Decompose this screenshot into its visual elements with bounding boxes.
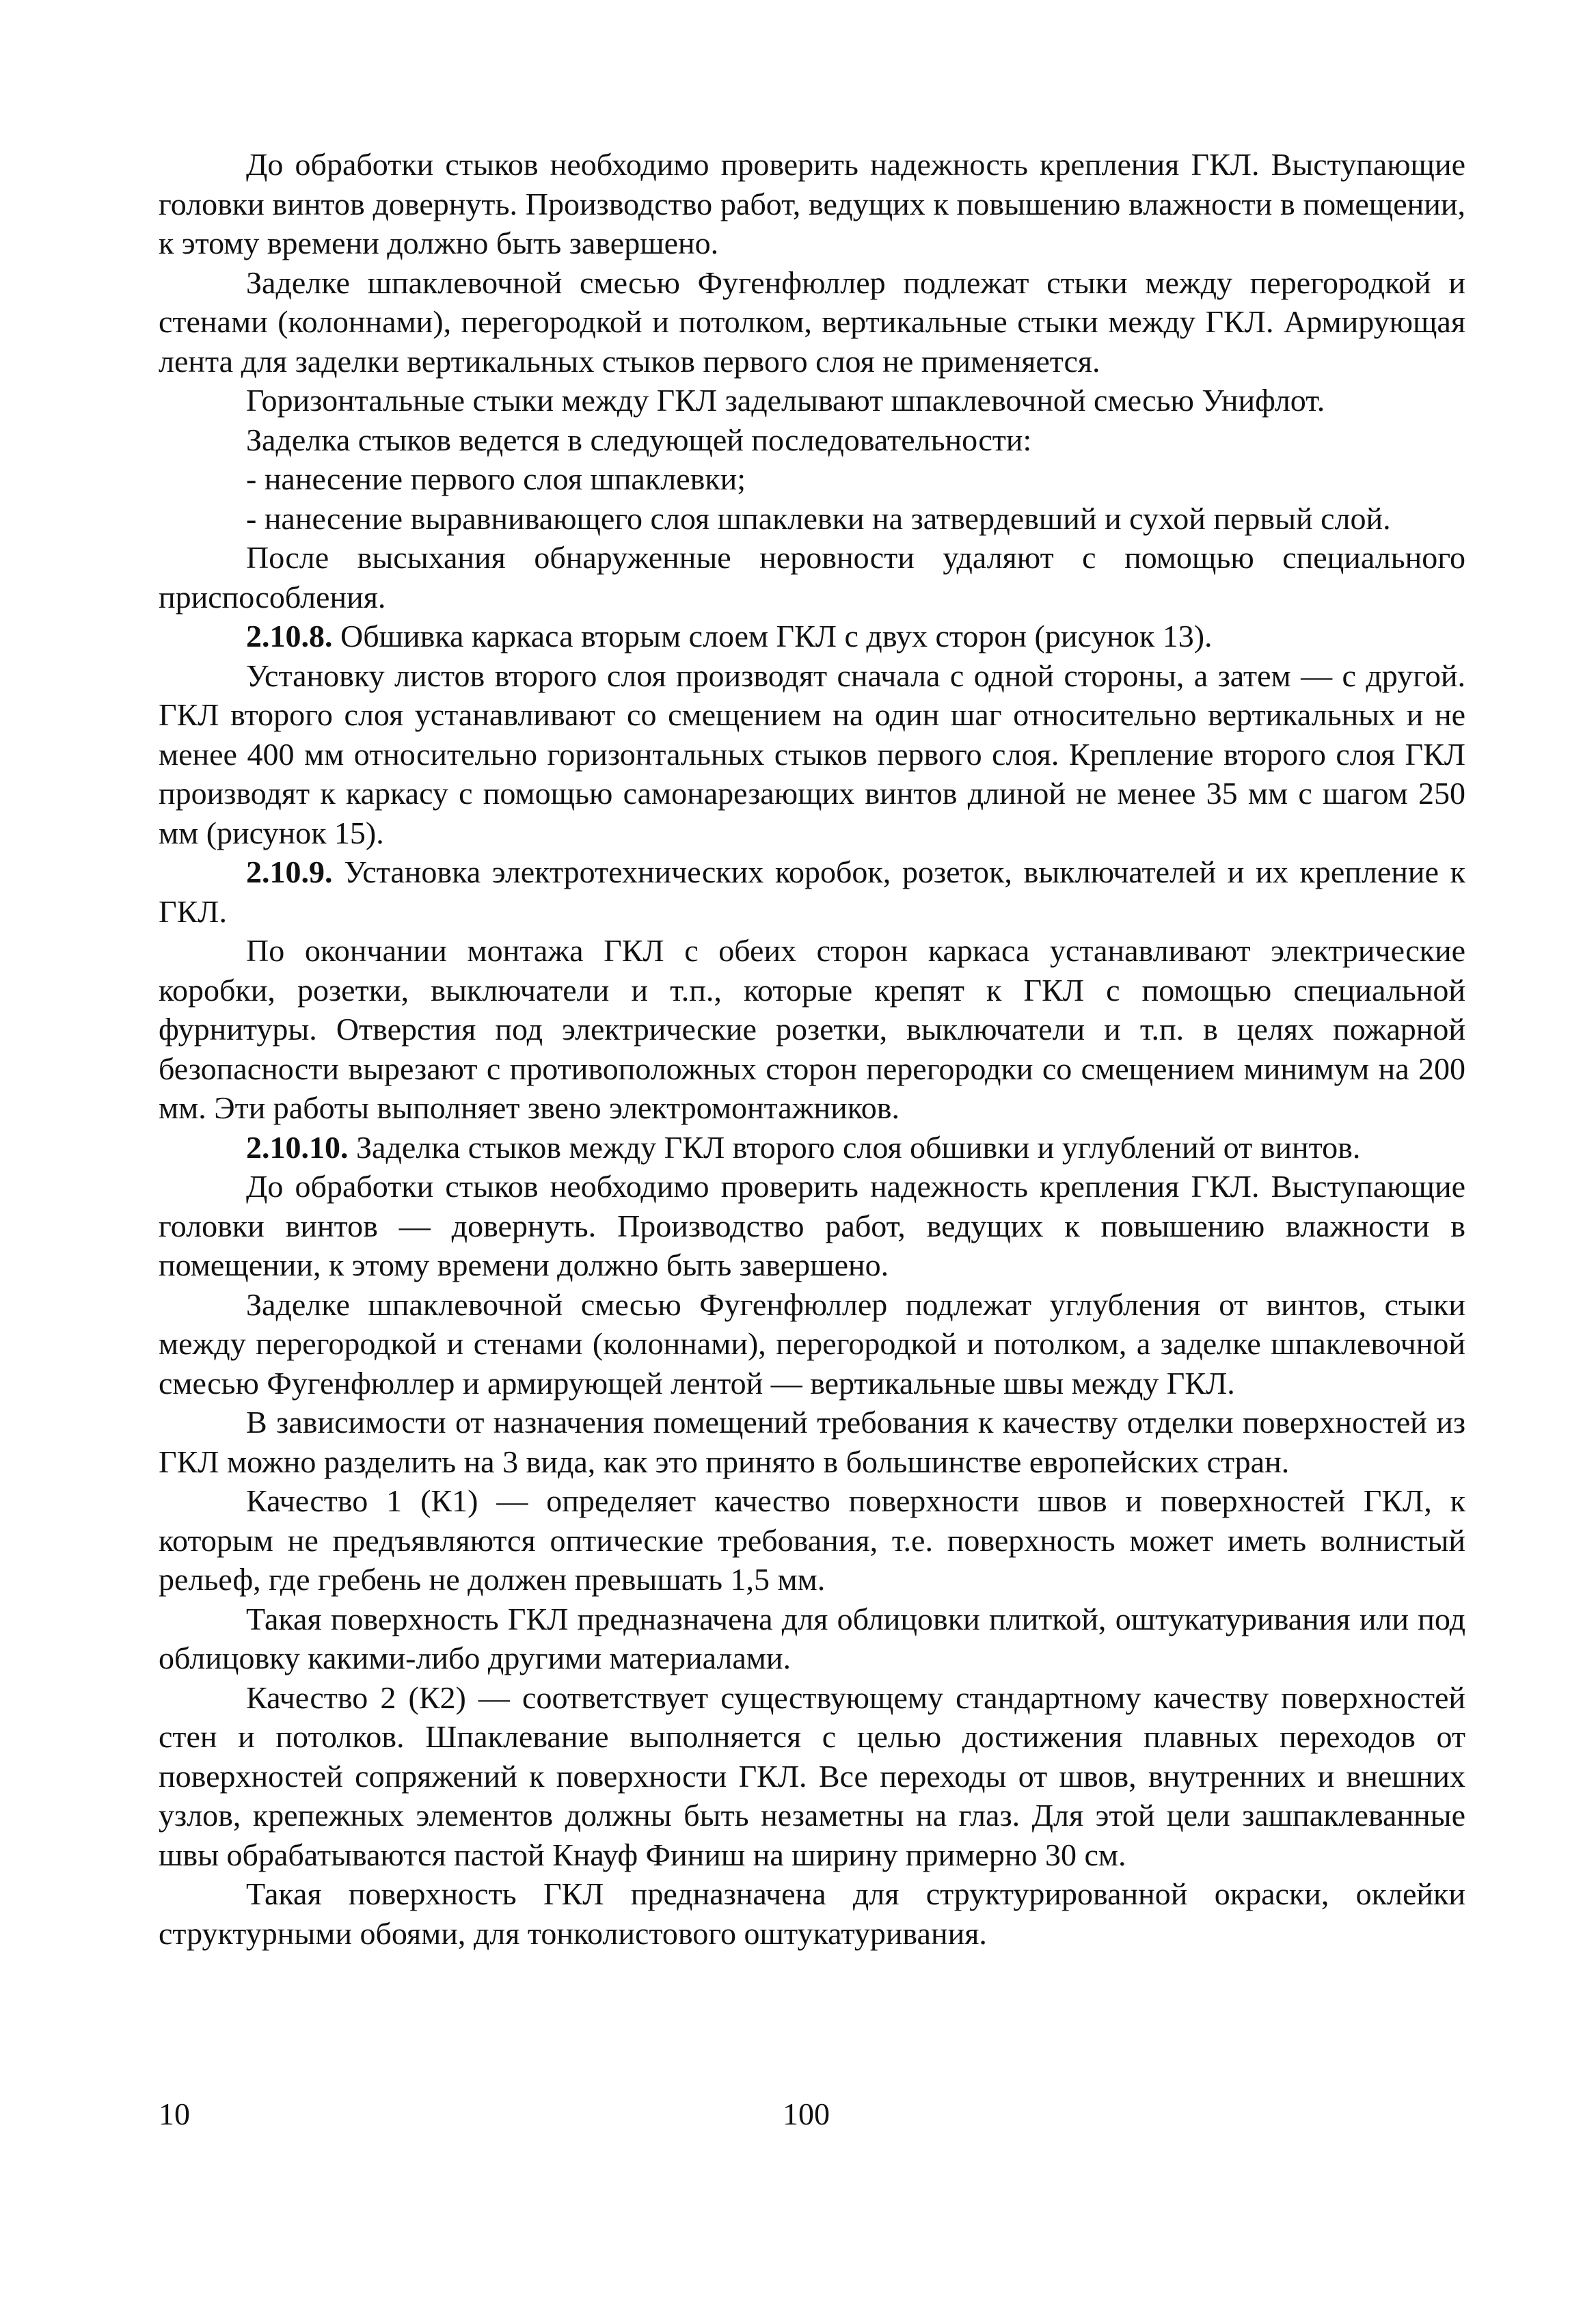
list-item: - нанесение выравнивающего слоя шпаклевки на затвердевший и сухой первый слой. [246,500,1391,536]
paragraph: Такая поверхность ГКЛ предназначена для структурированной окраски, оклейки структурными обоями, для тонколистового оштукатуривания. [159,1876,1465,1951]
paragraph: Заделка стыков ведется в следующей последовательности: [246,422,1032,457]
page-number: 100 [783,2096,830,2131]
paragraph: Заделке шпаклевочной смесью Фугенфюллер подлежат углубления от винтов, стыки между перегородкой и стенами (колоннами), перегородкой и потолком, а заделке шпаклевочной смесью Фугенфюллер и армирующей лентой — вертикальные швы между ГКЛ. [159,1286,1465,1401]
paragraph: До обработки стыков необходимо проверить надежность крепления ГКЛ. Выступающие головки винтов довернуть. Производство работ, ведущих к повышению влажности в помещении, к этому времени должно быть завершено. [159,147,1465,260]
section-number: 2.10.10. [246,1129,349,1165]
section-heading [159,852,1465,931]
paragraph: По окончании монтажа ГКЛ с обеих сторон каркаса устанавливают электрические коробки, розетки, выключатели и т.п., которые крепят к ГКЛ с помощью специальной фурнитуры. Отверстия под электрические розетки, выключатели и т.п. в целях пожарной безопасности вырезают с противоположных сторон перегородки со смещением минимум на 200 мм. Эти работы выполняет звено электромонтажников. [159,933,1465,1125]
section-title: Обшивка каркаса вторым слоем ГКЛ с двух сторон (рисунок 13). [332,619,1213,653]
section-heading [159,617,1465,656]
paragraph: Горизонтальные стыки между ГКЛ заделывают шпаклевочной смесью Унифлот. [246,383,1325,418]
paragraph: Такая поверхность ГКЛ предназначена для облицовки плиткой, оштукатуривания или под облицовку какими-либо другими материалами. [159,1601,1465,1675]
paragraph: Установку листов второго слоя производят сначала с одной стороны, а затем — с другой. ГКЛ второго слоя устанавливают со смещением на один шаг относительно вертикальных и не менее 400 мм относительно горизонтальных стыков первого слоя. Крепление второго слоя ГКЛ производят к каркасу с помощью самонарезающих винтов длиной не менее 35 мм с шагом 250 мм (рисунок 15). [159,658,1465,850]
paragraph: Качество 2 (К2) — соответствует существующему стандартному качеству поверхностей стен и потолков. Шпаклевание выполняется с целью достижения плавных переходов от поверхностей сопряжений к поверхности ГКЛ. Все переходы от швов, внутренних и внешних узлов, крепежных элементов должны быть незаметны на глаз. Для этой цели зашпаклеванные швы обрабатываются пастой Кнауф Финиш на ширину примерно 30 см. [159,1680,1465,1872]
paragraph: Качество 1 (К1) — определяет качество поверхности швов и поверхностей ГКЛ, к которым не предъявляются оптические требования, т.е. поверхность может иметь волнистый рельеф, где гребень не должен превышать 1,5 мм. [159,1483,1465,1597]
section-title: Заделка стыков между ГКЛ второго слоя обшивки и углублений от винтов. [348,1129,1361,1165]
section-heading [159,1128,1465,1168]
paragraph: После высыхания обнаруженные неровности удаляют с помощью специального приспособления. [159,540,1465,615]
paragraph: В зависимости от назначения помещений требования к качеству отделки поверхностей из ГКЛ можно разделить на 3 вида, как это принято в большинстве европейских стран. [159,1405,1465,1479]
section-number: 2.10.8. [246,619,333,653]
paragraph: До обработки стыков необходимо проверить надежность крепления ГКЛ. Выступающие головки винтов — довернуть. Производство работ, ведущих к повышению влажности в помещении, к этому времени должно быть завершено. [159,1169,1465,1282]
section-number: 2.10.9. [246,854,333,889]
list-item: - нанесение первого слоя шпаклевки; [246,461,746,496]
paragraph: Заделке шпаклевочной смесью Фугенфюллер подлежат стыки между перегородкой и стенами (колоннами), перегородкой и потолком, вертикальные стыки между ГКЛ. Армирующая лента для заделки вертикальных стыков первого слоя не применяется. [159,265,1465,379]
document-body [159,145,1465,1953]
footer-left-number: 10 [159,2096,190,2131]
section-title: Установка электротехнических коробок, розеток, выключателей и их крепление к ГКЛ. [159,854,1465,929]
